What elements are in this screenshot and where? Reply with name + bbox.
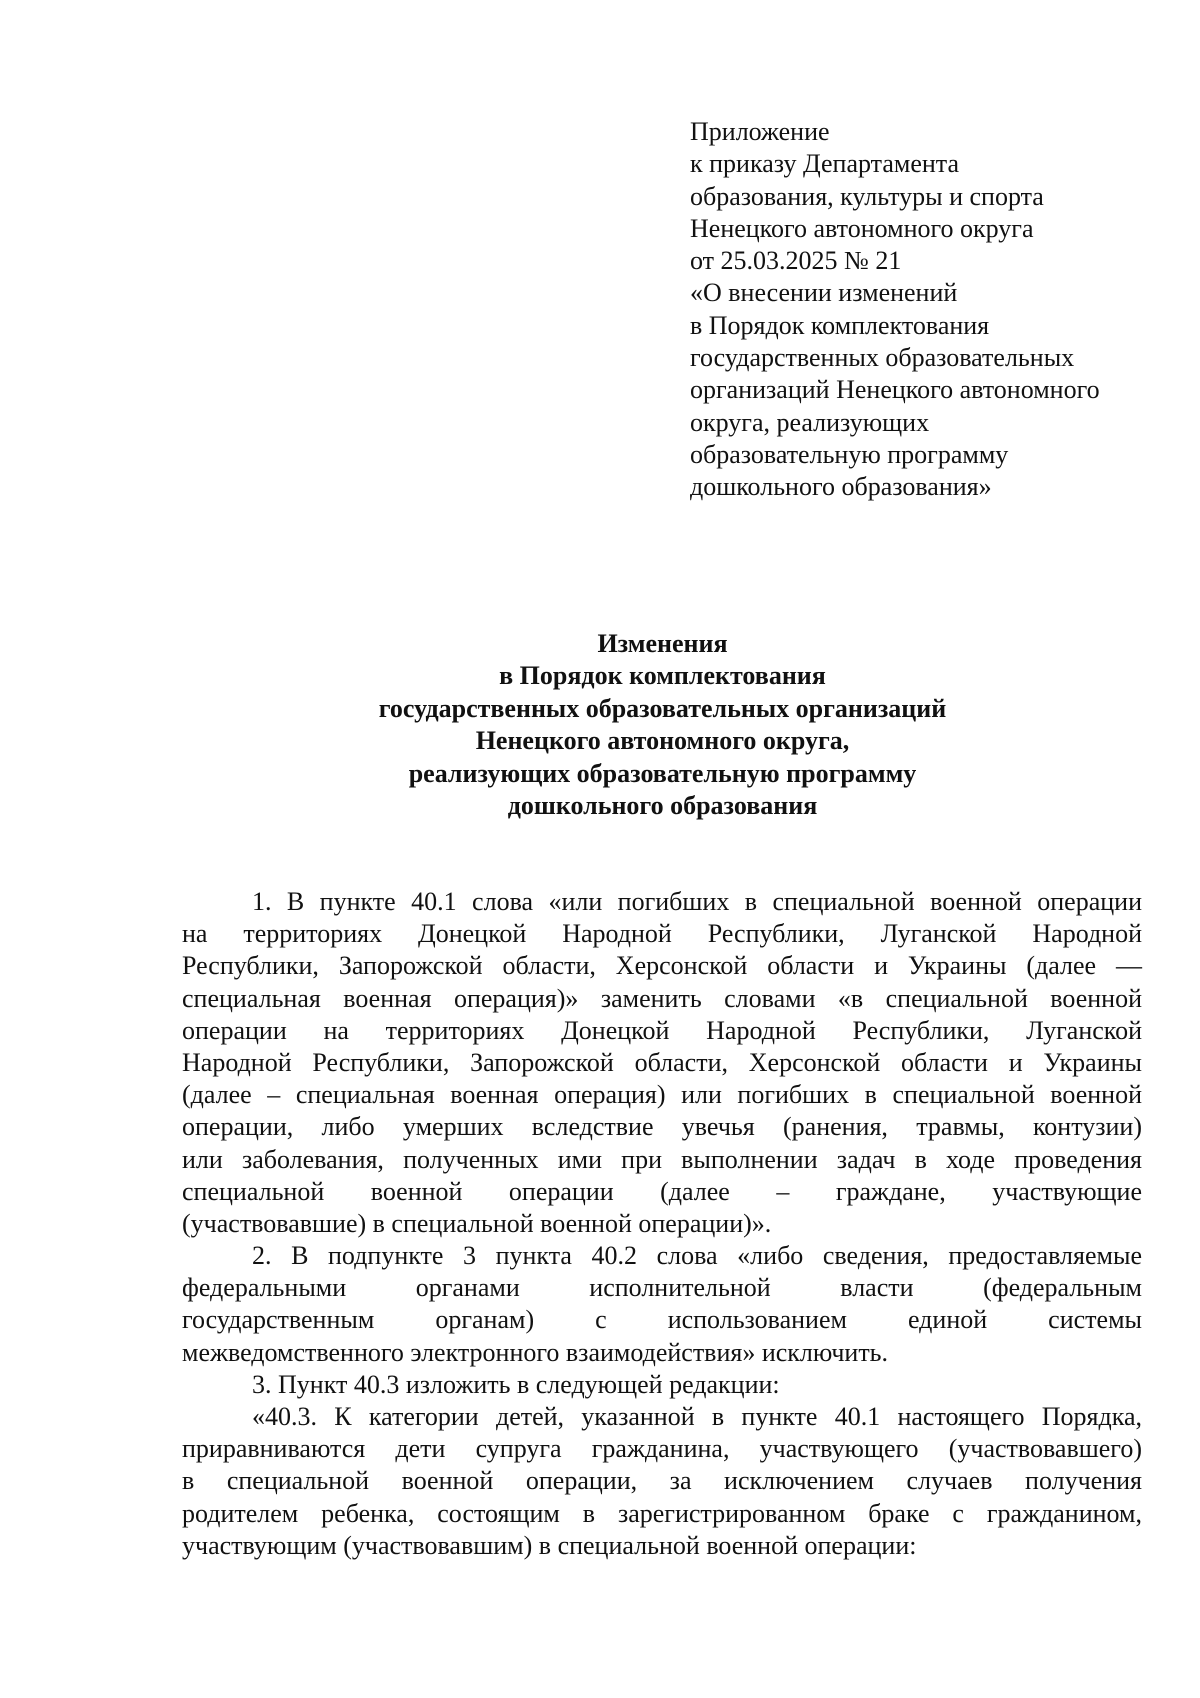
appendix-line: Ненецкого автономного округа <box>690 213 1034 243</box>
paragraph-1-line: специальная военная операция)» заменить словами «в специальной военной <box>182 983 1142 1013</box>
appendix-line: Приложение <box>690 117 830 146</box>
paragraph-1-line: на территориях Донецкой Народной Республики, Луганской Народной <box>182 919 1142 949</box>
paragraph-4-line: «40.3. К категории детей, указанной в пункте 40.1 настоящего Порядка, <box>252 1402 1142 1431</box>
paragraph-1-line: 1. В пункте 40.1 слова «или погибших в специальной военной операции <box>252 887 1142 916</box>
paragraph-4-line: в специальной военной операции, за исключением случаев получения <box>182 1466 1142 1496</box>
title-line: дошкольного образования <box>507 791 818 821</box>
title-line: Изменения <box>597 629 728 658</box>
appendix-line: в Порядок комплектования <box>690 310 990 340</box>
appendix-line: образования, культуры и спорта <box>690 181 1044 211</box>
appendix-line: государственных образовательных <box>690 343 1075 373</box>
appendix-line: дошкольного образования» <box>690 472 992 502</box>
appendix-line: округа, реализующих <box>690 407 930 437</box>
title-line: Ненецкого автономного округа, <box>475 726 850 756</box>
paragraph-2-line: федеральными органами исполнительной власти (федеральным <box>182 1273 1142 1303</box>
appendix-line: «О внесении изменений <box>690 278 958 308</box>
document-body <box>182 886 1142 1562</box>
appendix-header-block <box>690 116 1170 504</box>
appendix-line: от 25.03.2025 № 21 <box>690 246 902 276</box>
paragraph-1-line: операции, либо умерших вследствие увечья (ранения, травмы, контузии) <box>182 1112 1142 1142</box>
paragraph-4-line: приравниваются дети супруга гражданина, участвующего (участвовавшего) <box>182 1434 1142 1464</box>
appendix-line: образовательную программу <box>690 439 1009 469</box>
appendix-line: организаций Ненецкого автономного <box>690 375 1100 405</box>
document-title <box>180 628 1145 822</box>
paragraph-4-line: участвующим (участвовавшим) в специальной военной операции: <box>182 1530 917 1560</box>
paragraph-1-line: специальной военной операции (далее – граждане, участвующие <box>182 1176 1142 1206</box>
paragraph-2-line: государственным органам) с использованием единой системы <box>182 1305 1142 1335</box>
paragraph-2-line: 2. В подпункте 3 пункта 40.2 слова «либо сведения, предоставляемые <box>252 1241 1142 1271</box>
paragraph-1-line: Республики, Запорожской области, Херсонской области и Украины (далее — <box>182 951 1142 981</box>
title-line: государственных образовательных организаций <box>378 693 947 723</box>
paragraph-1-line: (далее – специальная военная операция) или погибших в специальной военной <box>182 1080 1142 1110</box>
appendix-line: к приказу Департамента <box>690 149 960 179</box>
paragraph-3-line: 3. Пункт 40.3 изложить в следующей редакции: <box>252 1369 780 1399</box>
paragraph-1-line: операции на территориях Донецкой Народной Республики, Луганской <box>182 1015 1142 1045</box>
paragraph-4-line: родителем ребенка, состоящим в зарегистрированном браке с гражданином, <box>182 1498 1142 1528</box>
paragraph-2-line: межведомственного электронного взаимодействия» исключить. <box>182 1337 889 1367</box>
paragraph-1-line: или заболевания, полученных ими при выполнении задач в ходе проведения <box>182 1144 1142 1174</box>
title-line: реализующих образовательную программу <box>408 758 917 788</box>
paragraph-1-line: Народной Республики, Запорожской области, Херсонской области и Украины <box>182 1047 1142 1077</box>
title-line: в Порядок комплектования <box>499 661 826 691</box>
paragraph-1-line: (участвовавшие) в специальной военной операции)». <box>182 1208 772 1238</box>
